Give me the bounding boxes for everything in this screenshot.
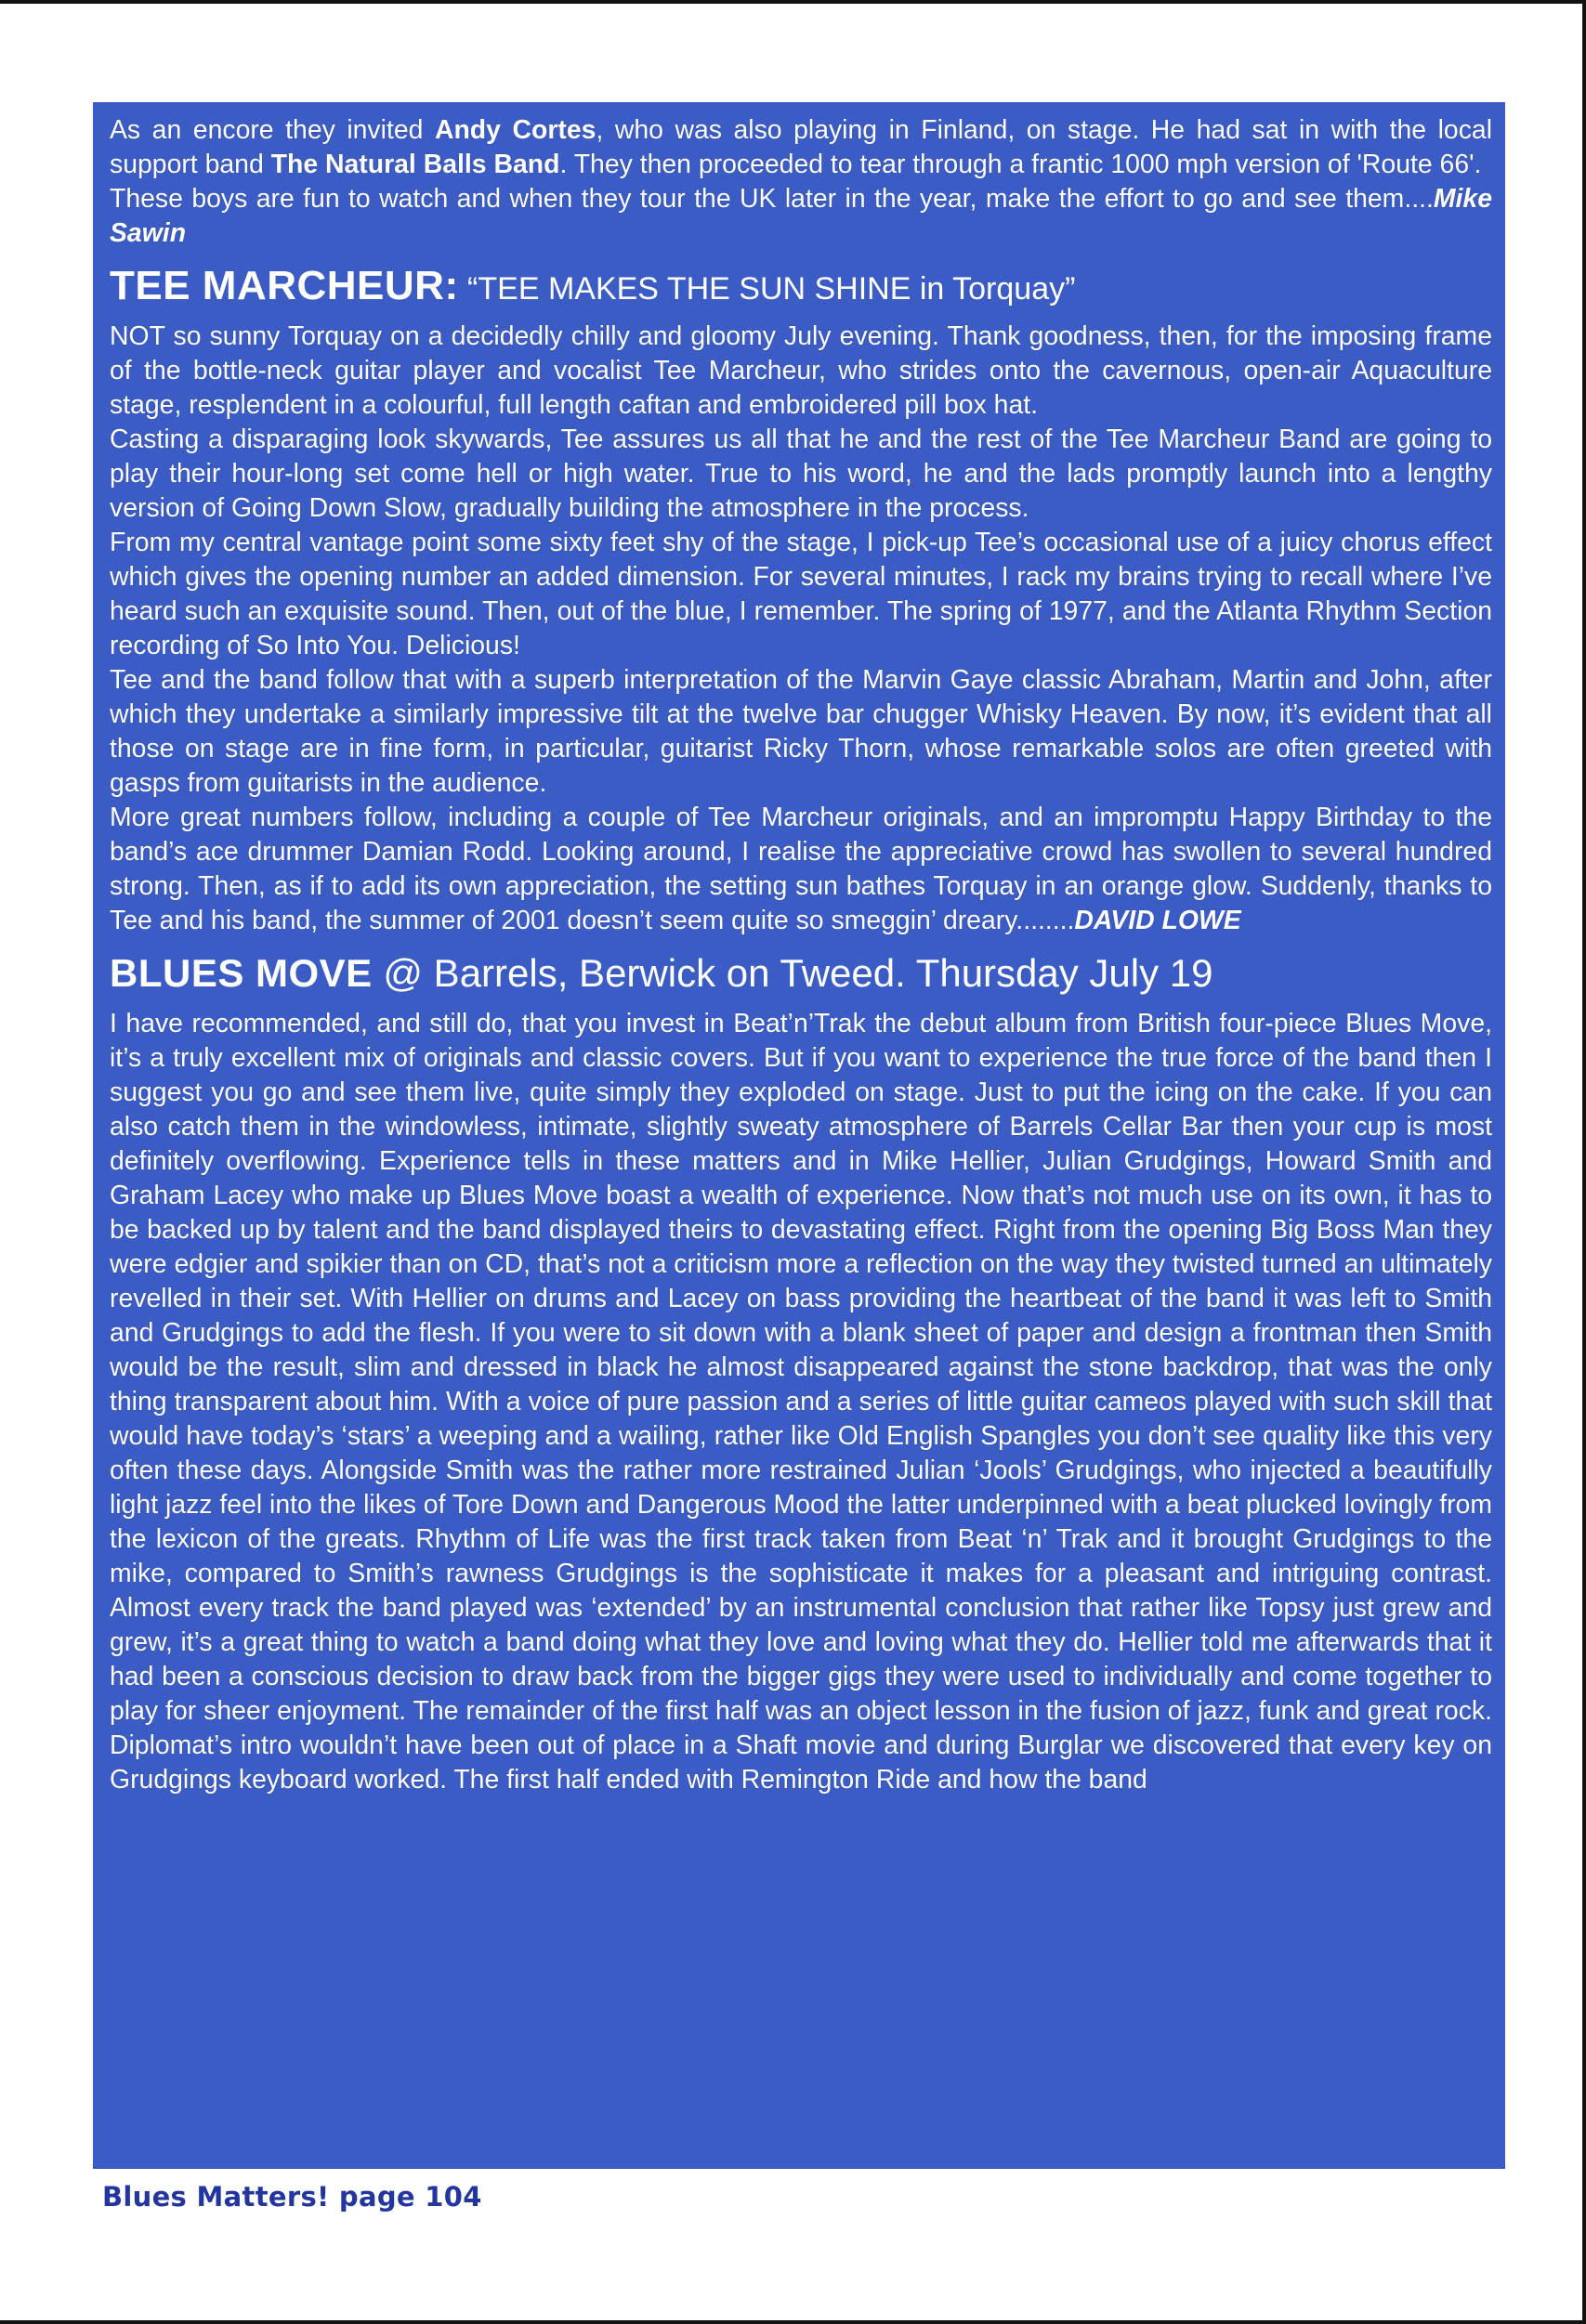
tee-marcheur-heading: [110, 264, 1492, 318]
intro-name-andy-cortes: Andy Cortes: [434, 115, 596, 145]
intro-text-c: . They then proceeded to tear through a frantic 1000 mph version of 'Route 66'.: [559, 150, 1482, 179]
intro-paragraph-1: [110, 113, 1492, 182]
tee-paragraph-2: Casting a disparaging look skywards, Tee assures us all that he and the rest of the Tee Marcheur Band are going to play their hour-long set come hell or high water. True to his word, he and the lads promptly launch into a lengthy version of Going Down Slow, gradually building the atmosphere in the process.: [110, 424, 1492, 523]
tee-heading-subtitle: “TEE MAKES THE SUN SHINE in Torquay”: [458, 271, 1076, 307]
page-footer: Blues Matters! page 104: [102, 2181, 482, 2213]
intro-text-2: These boys are fun to watch and when they tour the UK later in the year, make the effort to go and see them....: [110, 184, 1434, 214]
blues-heading-subtitle: @ Barrels, Berwick on Tweed. Thursday July 19: [372, 951, 1213, 995]
blues-paragraph: I have recommended, and still do, that you invest in Beat’n’Trak the debut album from British four-piece Blues Move, it’s a truly excellent mix of originals and classic covers. But if you want to experience the true force of the band then I suggest you go and see them live, quite simply they exploded on stage. Just to put the icing on the cake. If you can also catch them in the windowless, intimate, slightly sweaty atmosphere of Barrels Cellar Bar then your cup is most definitely overflowing. Experience tells in these matters and in Mike Hellier, Julian Grudgings, Howard Smith and Graham Lacey who make up Blues Move boast a wealth of experience. Now that’s not much use on its own, it has to be backed up by talent and the band displayed theirs to devastating effect. Right from the opening Big Boss Man they were edgier and spikier than on CD, that’s not a criticism more a reflection on the way they twisted turned an ultimately revelled in their set. With Hellier on drums and Lacey on bass providing the heartbeat of the band it was left to Smith and Grudgings to add the flesh. If you were to sit down with a blank sheet of paper and design a frontman then Smith would be the result, slim and dressed in black he almost disappeared against the stone backdrop, that was the only thing transparent about him. With a voice of pure passion and a series of little guitar cameos played with such skill that would have today’s ‘stars’ a weeping and a wailing, rather like Old English Spangles you don’t see quality like this very often these days. Alongside Smith was the rather more restrained Julian ‘Jools’ Grudgings, who injected a beautifully light jazz feel into the likes of Tore Down and Dangerous Mood the latter underpinned with a beat plucked lovingly from the lexicon of the greats. Rhythm of Life was the first track taken from Beat ‘n’ Trak and it brought Grudgings to the mike, compared to Smith’s rawness Grudgings is the sophisticate it makes for a pleasant and intriguing contrast. Almost every track the band played was ‘extended’ by an instrumental conclusion that rather like Topsy just grew and grew, it’s a great thing to watch a band doing what they love and loving what they do. Hellier told me afterwards that it had been a conscious decision to draw back from the bigger gigs they were used to individually and come together to play for sheer enjoyment. The remainder of the first half was an object lesson in the fusion of jazz, funk and great rock. Diplomat’s intro wouldn’t have been out of place in a Shaft movie and during Burglar we discovered that every key on Grudgings keyboard worked. The first half ended with Remington Ride and how the band: [110, 1009, 1492, 1795]
tee-heading-bold: TEE MARCHEUR:: [110, 263, 459, 308]
byline-david-lowe: DAVID LOWE: [1074, 906, 1241, 935]
page-edge-bottom: [0, 2320, 1586, 2324]
blues-move-heading: [110, 951, 1492, 1005]
tee-paragraph-5-text: More great numbers follow, including a couple of Tee Marcheur originals, and an impromptu Happy Birthday to the band’s ace drummer Damian Rodd. Looking around, I realise the appreciative crowd has swollen to several hundred strong. Then, as if to add its own appreciation, the setting sun bathes Torquay in an orange glow. Suddenly, thanks to Tee and his band, the summer of 2001 doesn’t seem quite so smeggin’ dreary........: [110, 803, 1492, 935]
page-edge-right: [1582, 0, 1586, 2324]
tee-paragraph-5: [110, 801, 1492, 938]
page-edge-top: [0, 0, 1586, 4]
tee-paragraph-3: From my central vantage point some sixty feet shy of the stage, I pick-up Tee’s occasional use of a juicy chorus effect which gives the opening number an added dimension. For several minutes, I rack my brains trying to recall where I’ve heard such an exquisite sound. Then, out of the blue, I remember. The spring of 1977, and the Atlanta Rhythm Section recording of So Into You. Delicious!: [110, 528, 1492, 660]
intro-text-a: As an encore they invited: [110, 115, 435, 145]
intro-name-natural-balls-band: The Natural Balls Band: [270, 150, 560, 179]
intro-paragraph-2: [110, 182, 1492, 251]
byline-mike-sawin: Mike Sawin: [110, 184, 1492, 248]
tee-paragraph-4: Tee and the band follow that with a superb interpretation of the Marvin Gaye classic Abraham, Martin and John, after which they undertake a similarly impressive tilt at the twelve bar chugger Whisky Heaven. By now, it’s evident that all those on stage are in fine form, in particular, guitarist Ricky Thorn, whose remarkable solos are often greeted with gasps from guitarists in the audience.: [110, 665, 1492, 798]
tee-paragraph-1: NOT so sunny Torquay on a decidedly chilly and gloomy July evening. Thank goodness, then, for the imposing frame of the bottle-neck guitar player and vocalist Tee Marcheur, who strides onto the cavernous, open-air Aquaculture stage, resplendent in a colourful, full length caftan and embroidered pill box hat.: [110, 321, 1492, 420]
intro-text-b: , who was also playing in Finland, on stage. He had sat in with the local support band: [110, 115, 1493, 179]
article-panel: [93, 102, 1505, 2169]
blues-heading-bold: BLUES MOVE: [110, 951, 373, 995]
